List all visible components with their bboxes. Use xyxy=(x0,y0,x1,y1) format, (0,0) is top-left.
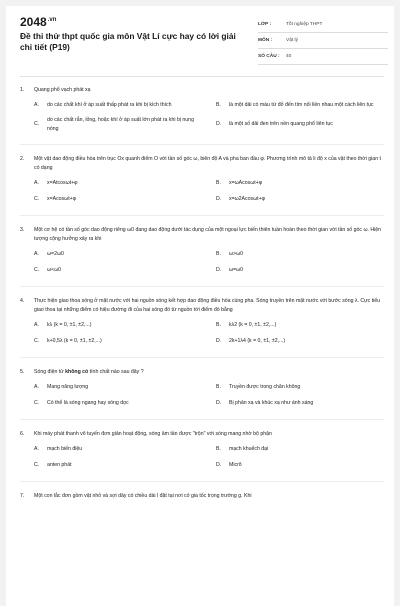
option-text: ω<ω0 xyxy=(47,266,62,273)
option-letter: D. xyxy=(216,195,222,202)
option-text: Có thể là sóng ngang hay sóng dọc xyxy=(47,399,129,406)
option-letter: C. xyxy=(34,461,40,468)
answer-option-c[interactable] xyxy=(34,265,202,275)
question-text: Một vật dao động điều hòa trên trục Ox quanh điểm O với tần số góc ω, biên độ A và pha ban đầu φ. Phương trình mô tả li độ x của vật theo thời gian t có dạng xyxy=(34,156,381,172)
option-letter: B. xyxy=(216,445,221,452)
question-7 xyxy=(20,492,384,501)
answer-option-c[interactable] xyxy=(34,336,202,346)
option-text: Mang năng lượng xyxy=(47,383,89,390)
logo-suffix: .vn xyxy=(47,17,57,23)
answer-options xyxy=(34,249,384,281)
question-text: Khi máy phát thanh vô tuyến đơn giản hoạt động, sóng âm tần được "trộn" với sóng mang nhờ bộ phận xyxy=(34,431,272,438)
answer-option-b[interactable] xyxy=(216,382,384,392)
answer-option-a[interactable] xyxy=(34,320,202,330)
option-letter: C. xyxy=(34,195,40,202)
option-letter: A. xyxy=(34,445,39,452)
question-number: 6. xyxy=(20,431,25,438)
logo-text: 2048 xyxy=(20,15,47,29)
meta-value: Tốt nghiệp THPT xyxy=(286,22,323,27)
question-2 xyxy=(20,155,384,216)
option-text: 2k+1λ4 (k = 0, ±1, ±2,...) xyxy=(229,337,286,344)
option-text: Bị phản xạ và khúc xạ như ánh sáng xyxy=(229,399,314,406)
answer-option-c[interactable] xyxy=(34,116,202,133)
option-letter: D. xyxy=(216,337,222,344)
option-text: do các chất rắn, lỏng, hoặc khí ở áp suất lớn phát ra khi bị nung nóng xyxy=(47,117,194,132)
option-letter: A. xyxy=(34,101,39,108)
answer-options xyxy=(34,178,384,210)
meta-value: 40 xyxy=(286,54,292,59)
question-divider xyxy=(20,357,384,358)
question-text-emphasis: không có xyxy=(65,369,89,376)
answer-option-d[interactable] xyxy=(216,398,384,408)
option-letter: C. xyxy=(34,121,40,128)
option-letter: A. xyxy=(34,383,39,390)
answer-option-b[interactable] xyxy=(216,178,384,188)
option-letter: A. xyxy=(34,179,39,186)
option-text: ω=2ω0 xyxy=(47,250,64,257)
answer-option-d[interactable] xyxy=(216,265,384,275)
answer-option-d[interactable] xyxy=(216,336,384,346)
answer-option-c[interactable] xyxy=(34,194,202,204)
answer-option-b[interactable] xyxy=(216,249,384,259)
question-divider xyxy=(20,215,384,216)
option-letter: D. xyxy=(216,121,222,128)
answer-option-a[interactable] xyxy=(34,249,202,259)
option-letter: B. xyxy=(216,179,221,186)
answer-option-a[interactable] xyxy=(34,382,202,392)
option-text: Micrô xyxy=(229,461,242,468)
option-letter: D. xyxy=(216,399,222,406)
question-1 xyxy=(20,86,384,145)
meta-value: Vật lý xyxy=(286,38,298,43)
question-text: Thực hiện giao thoa sóng ở mặt nước với hai nguồn sóng kết hợp dao động điều hòa cùng pha. Sóng truyền trên mặt nước với bước sóng λ. Cực tiểu giao thoa tại những điểm có hiệu đường đi của hai sóng đó từ nguồn tới điểm đó bằng xyxy=(34,298,380,314)
question-4 xyxy=(20,297,384,358)
option-text: mạch khuếch đại xyxy=(229,445,269,452)
question-text-part: Sóng điện từ xyxy=(34,369,66,376)
answer-option-d[interactable] xyxy=(216,194,384,204)
option-text: mạch biến điệu xyxy=(47,445,83,452)
option-text: là một số dải đen trên nền quang phổ liên tục xyxy=(229,121,333,128)
answer-option-a[interactable] xyxy=(34,444,202,454)
answer-option-a[interactable] xyxy=(34,100,202,110)
question-6 xyxy=(20,430,384,482)
document-title: Đề thi thử thpt quốc gia môn Vật Lí cực hay có lời giải chi tiết (P19) xyxy=(20,31,236,52)
option-text: kλ (k = 0, ±1, ±2,...) xyxy=(47,321,92,328)
answer-option-c[interactable] xyxy=(34,460,202,470)
meta-row-question-count xyxy=(258,49,388,65)
option-text: x=ω2Acosωt+φ xyxy=(229,195,265,202)
site-logo[interactable] xyxy=(20,15,56,29)
option-text: x=ωAcosωt+φ xyxy=(229,179,263,186)
question-number: 5. xyxy=(20,369,25,376)
option-text: x=Atcosωt+φ xyxy=(47,179,78,186)
meta-row-class xyxy=(258,17,388,33)
option-letter: C. xyxy=(34,337,40,344)
question-text xyxy=(34,368,384,377)
meta-label: MÔN : xyxy=(258,38,273,43)
meta-label: LỚP : xyxy=(258,22,272,27)
question-number: 4. xyxy=(20,298,25,305)
option-text: x=Acosωt+φ xyxy=(47,195,77,202)
answer-options xyxy=(34,320,384,352)
option-letter: B. xyxy=(216,101,221,108)
answer-option-b[interactable] xyxy=(216,320,384,330)
option-text: anten phát xyxy=(47,461,72,468)
option-text: do các chất khí ở áp suất thấp phát ra khi bị kích thích xyxy=(47,101,172,108)
question-text-part: tính chất nào sau đây ? xyxy=(88,369,144,376)
option-text: Truyền được trong chân không xyxy=(229,383,301,390)
document-header xyxy=(6,6,394,68)
answer-option-b[interactable] xyxy=(216,444,384,454)
option-text: ω=ω0 xyxy=(229,266,244,273)
option-letter: B. xyxy=(216,250,221,257)
question-5 xyxy=(20,368,384,420)
header-divider xyxy=(20,76,384,77)
meta-label: SỐ CÂU : xyxy=(258,54,280,59)
question-text: Một cơ hệ có tần số góc dao động riêng ω0 đang dao động dưới tác dụng của một ngoại lực biến thiên tuần hoàn theo thời gian với tần số góc ω. Hiện tượng cộng hưởng xảy ra khi xyxy=(34,227,382,243)
answer-option-d[interactable] xyxy=(216,460,384,470)
question-divider xyxy=(20,144,384,145)
document-meta xyxy=(258,17,388,65)
question-divider xyxy=(20,286,384,287)
question-number: 7. xyxy=(20,493,25,500)
answer-option-b[interactable] xyxy=(216,100,384,110)
question-number: 1. xyxy=(20,87,25,93)
option-letter: D. xyxy=(216,461,222,468)
answer-options xyxy=(34,382,384,414)
answer-options xyxy=(34,100,384,139)
question-divider xyxy=(20,481,384,482)
question-number: 3. xyxy=(20,227,25,234)
option-letter: C. xyxy=(34,266,40,273)
option-letter: C. xyxy=(34,399,40,406)
question-list xyxy=(20,86,384,511)
option-letter: B. xyxy=(216,383,221,390)
question-text: Quang phổ vạch phát xạ xyxy=(34,87,91,93)
option-letter: D. xyxy=(216,266,222,273)
option-text: k+0,5λ (k = 0, ±1, ±2,...) xyxy=(47,337,102,344)
answer-options xyxy=(34,444,384,476)
answer-option-a[interactable] xyxy=(34,178,202,188)
document-page xyxy=(6,6,394,606)
option-letter: A. xyxy=(34,250,39,257)
option-text: ω>ω0 xyxy=(229,250,244,257)
option-letter: B. xyxy=(216,321,221,328)
option-text: là một dải có màu từ đỏ đến tím nối liền nhau một cách liên tục xyxy=(229,101,374,108)
option-letter: A. xyxy=(34,321,39,328)
question-3 xyxy=(20,226,384,287)
question-divider xyxy=(20,419,384,420)
answer-option-d[interactable] xyxy=(216,116,384,133)
answer-option-c[interactable] xyxy=(34,398,202,408)
option-text: kλ2 (k = 0, ±1, ±2,...) xyxy=(229,321,277,328)
meta-row-subject xyxy=(258,33,388,49)
question-text: Một con lắc đơn gồm vật nhỏ và sợi dây có chiều dài l đặt tại nơi có gia tốc trọng trường g. Khi xyxy=(34,493,252,500)
question-number: 2. xyxy=(20,156,25,163)
